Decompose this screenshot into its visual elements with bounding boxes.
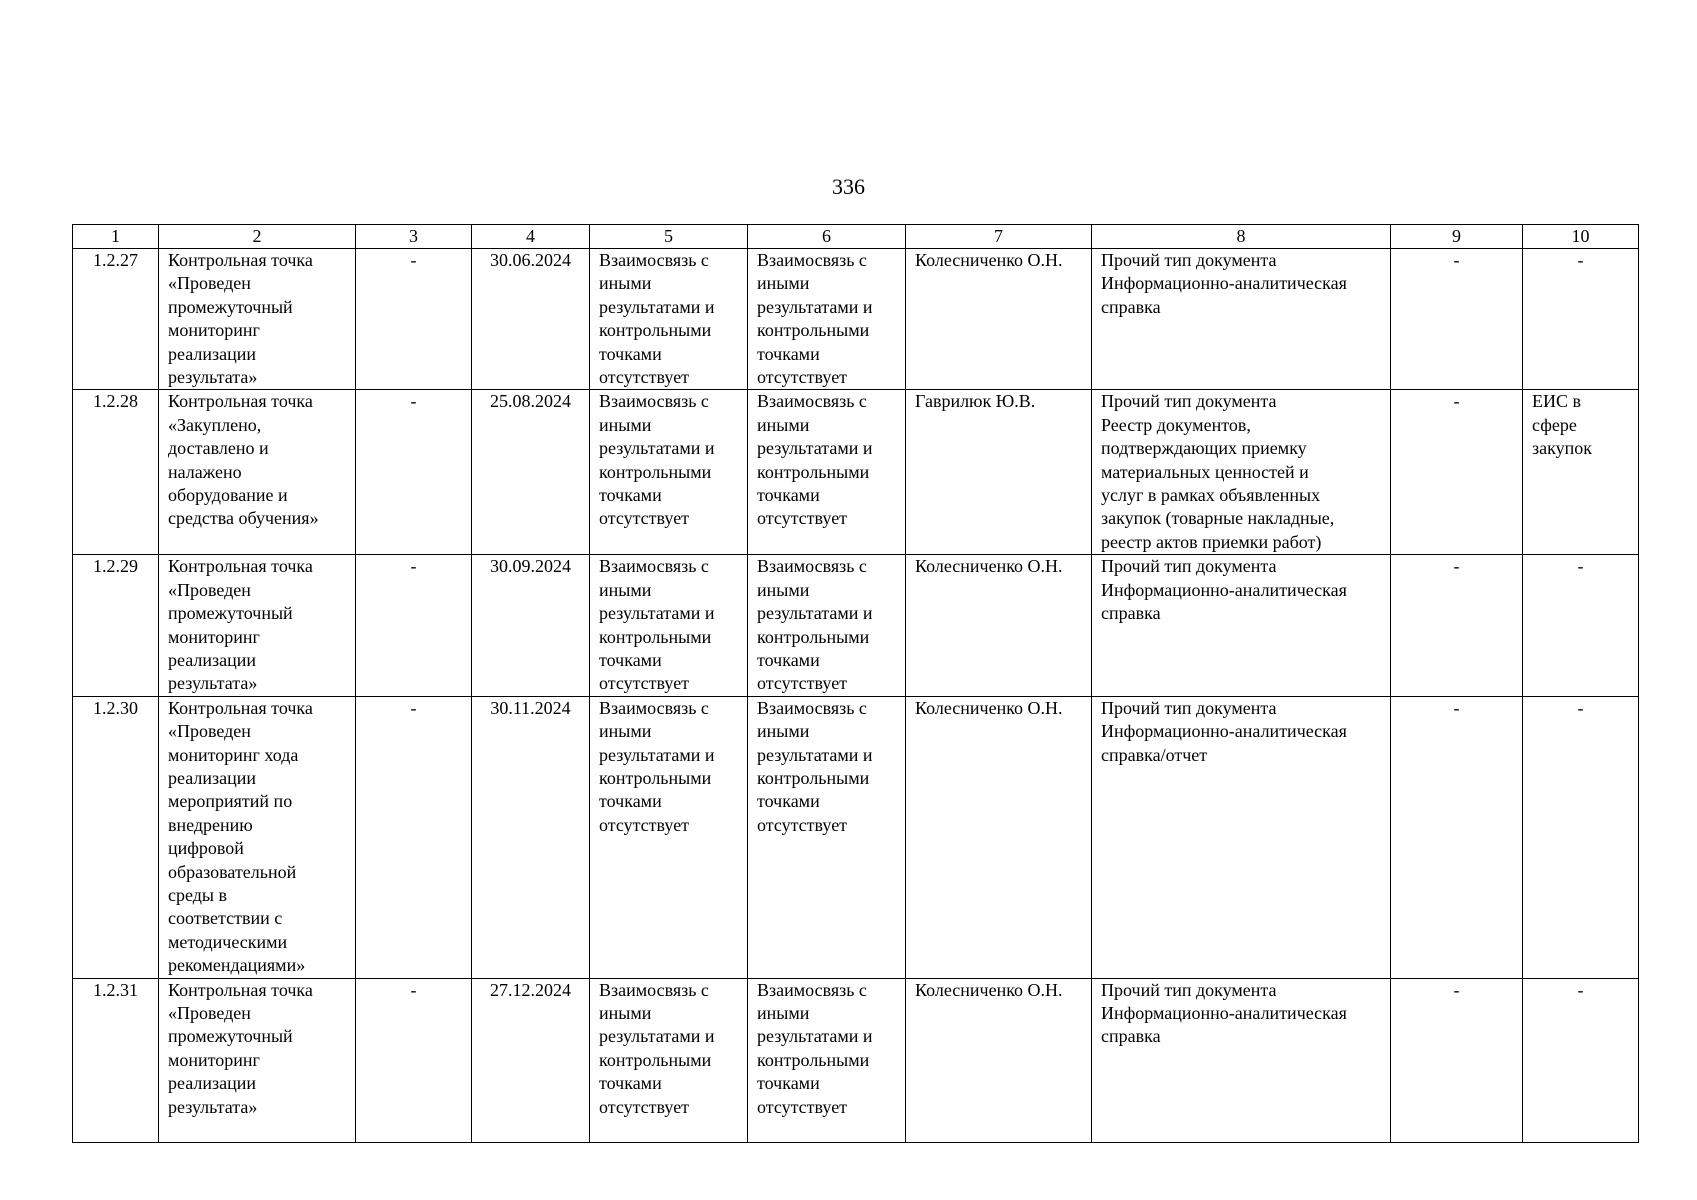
relation-cell: Взаимосвязь с иными результатами и контрольными точками отсутствует <box>590 249 748 390</box>
column-header: 7 <box>906 225 1092 249</box>
date-cell: 27.12.2024 <box>472 978 590 1142</box>
date-cell: 25.08.2024 <box>472 390 590 555</box>
document-type: Прочий тип документа Информационно-аналитическая справка <box>1092 249 1391 390</box>
column-3-value: - <box>356 978 472 1142</box>
control-point-name: Контрольная точка «Проведен промежуточный мониторинг реализации результата» <box>159 978 356 1142</box>
document-type: Прочий тип документа Информационно-аналитическая справка/отчет <box>1092 696 1391 978</box>
document-type: Прочий тип документа Информационно-аналитическая справка <box>1092 978 1391 1142</box>
date-cell: 30.06.2024 <box>472 249 590 390</box>
control-point-name: Контрольная точка «Закуплено, доставлено и налажено оборудование и средства обучения» <box>159 390 356 555</box>
relation-cell: Взаимосвязь с иными результатами и контрольными точками отсутствует <box>590 555 748 696</box>
relation-cell: Взаимосвязь с иными результатами и контрольными точками отсутствует <box>748 555 906 696</box>
column-3-value: - <box>356 390 472 555</box>
document-type: Прочий тип документа Реестр документов, подтверждающих приемку материальных ценностей и услуг в рамках объявленных закупок (товарные накладные, реестр актов приемки работ) <box>1092 390 1391 555</box>
table-row <box>73 555 1639 696</box>
column-3-value: - <box>356 249 472 390</box>
information-system: - <box>1523 249 1639 390</box>
column-header: 1 <box>73 225 159 249</box>
column-header: 6 <box>748 225 906 249</box>
table-row <box>73 978 1639 1142</box>
responsible-person: Колесниченко О.Н. <box>906 555 1092 696</box>
table-header-row <box>73 225 1639 249</box>
column-9-value: - <box>1391 978 1523 1142</box>
column-9-value: - <box>1391 249 1523 390</box>
column-3-value: - <box>356 696 472 978</box>
relation-cell: Взаимосвязь с иными результатами и контрольными точками отсутствует <box>748 249 906 390</box>
information-system: - <box>1523 555 1639 696</box>
column-9-value: - <box>1391 696 1523 978</box>
relation-cell: Взаимосвязь с иными результатами и контрольными точками отсутствует <box>590 390 748 555</box>
control-points-table <box>72 224 1639 1143</box>
column-header: 3 <box>356 225 472 249</box>
control-point-name: Контрольная точка «Проведен промежуточный мониторинг реализации результата» <box>159 249 356 390</box>
relation-cell: Взаимосвязь с иными результатами и контрольными точками отсутствует <box>590 696 748 978</box>
row-number: 1.2.28 <box>73 390 159 555</box>
table-row <box>73 249 1639 390</box>
row-number: 1.2.30 <box>73 696 159 978</box>
row-number: 1.2.27 <box>73 249 159 390</box>
responsible-person: Гаврилюк Ю.В. <box>906 390 1092 555</box>
column-header: 5 <box>590 225 748 249</box>
column-header: 4 <box>472 225 590 249</box>
responsible-person: Колесниченко О.Н. <box>906 249 1092 390</box>
row-number: 1.2.29 <box>73 555 159 696</box>
relation-cell: Взаимосвязь с иными результатами и контрольными точками отсутствует <box>590 978 748 1142</box>
information-system: - <box>1523 696 1639 978</box>
relation-cell: Взаимосвязь с иными результатами и контрольными точками отсутствует <box>748 978 906 1142</box>
column-header: 9 <box>1391 225 1523 249</box>
column-9-value: - <box>1391 390 1523 555</box>
date-cell: 30.11.2024 <box>472 696 590 978</box>
responsible-person: Колесниченко О.Н. <box>906 978 1092 1142</box>
row-number: 1.2.31 <box>73 978 159 1142</box>
control-point-name: Контрольная точка «Проведен мониторинг хода реализации мероприятий по внедрению цифровой образовательной среды в соответствии с методическими рекомендациями» <box>159 696 356 978</box>
column-9-value: - <box>1391 555 1523 696</box>
date-cell: 30.09.2024 <box>472 555 590 696</box>
column-header: 10 <box>1523 225 1639 249</box>
responsible-person: Колесниченко О.Н. <box>906 696 1092 978</box>
column-header: 2 <box>159 225 356 249</box>
document-type: Прочий тип документа Информационно-аналитическая справка <box>1092 555 1391 696</box>
information-system: - <box>1523 978 1639 1142</box>
control-point-name: Контрольная точка «Проведен промежуточный мониторинг реализации результата» <box>159 555 356 696</box>
table-row <box>73 696 1639 978</box>
relation-cell: Взаимосвязь с иными результатами и контрольными точками отсутствует <box>748 390 906 555</box>
information-system: ЕИС в сфере закупок <box>1523 390 1639 555</box>
column-header: 8 <box>1092 225 1391 249</box>
column-3-value: - <box>356 555 472 696</box>
relation-cell: Взаимосвязь с иными результатами и контрольными точками отсутствует <box>748 696 906 978</box>
page-number: 336 <box>832 174 865 199</box>
table-row <box>73 390 1639 555</box>
